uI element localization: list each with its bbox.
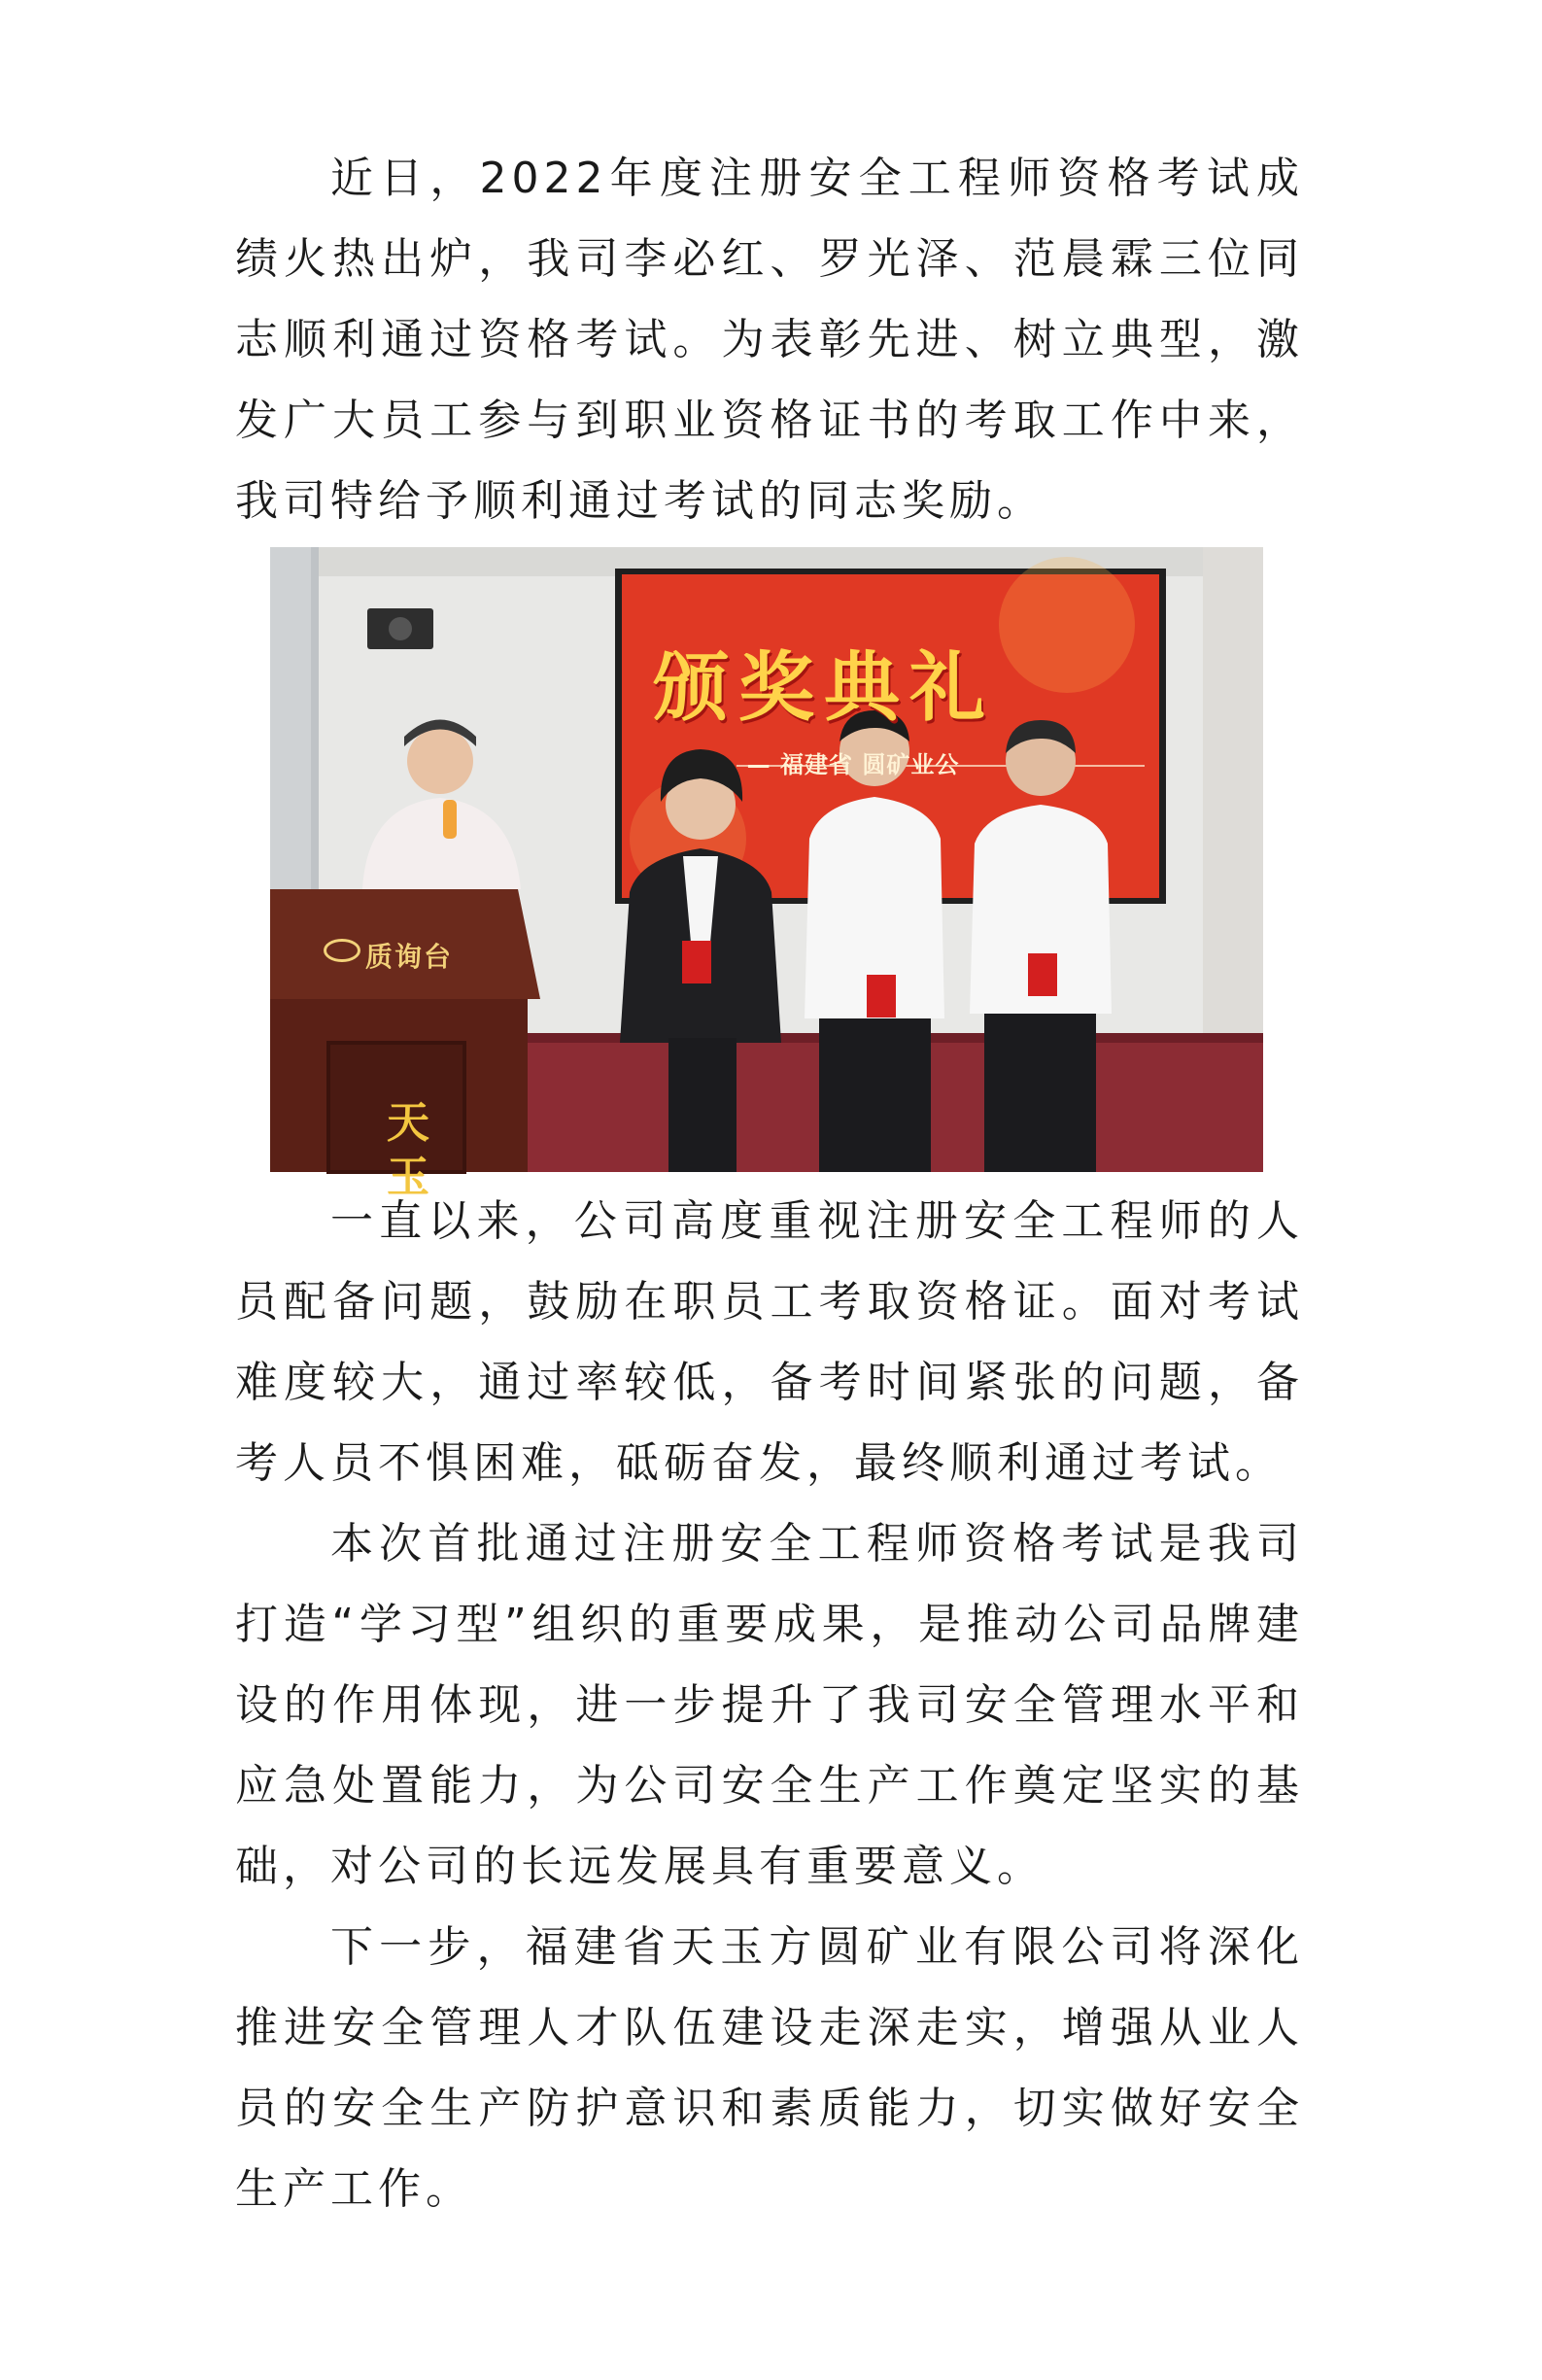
- paragraph-2: 一直以来，公司高度重视注册安全工程师的人员配备问题，鼓励在职员工考取资格证。面对考试难度较大，通过率较低，备考时间紧张的问题，备考人员不惧困难，砥砺奋发，最终顺利通过考试。: [235, 1196, 1304, 1488]
- podium-text: 天玉: [387, 1098, 429, 1202]
- article-bottom-text: [235, 1181, 1304, 2229]
- article-top-text: [235, 138, 1304, 541]
- banner-subtitle: — 福建省 圆矿业公: [746, 751, 960, 778]
- paragraph-4: 下一步，福建省天玉方圆矿业有限公司将深化推进安全管理人才队伍建设走深走实，增强从业人员的安全生产防护意识和素质能力，切实做好安全生产工作。: [235, 1922, 1304, 2214]
- paragraph-1: 近日，2022年度注册安全工程师资格考试成绩火热出炉，我司李必红、罗光泽、范晨霖三位同志顺利通过资格考试。为表彰先进、树立典型，激发广大员工参与到职业资格证书的考取工作中来，我司特给予顺利通过考试的同志奖励。: [235, 154, 1304, 526]
- company-logo-icon: [324, 939, 360, 962]
- banner-title: 颁奖典礼: [652, 643, 995, 732]
- award-ceremony-photo: [270, 547, 1263, 1202]
- podium-label: 质询台: [365, 941, 454, 973]
- paragraph-3: 本次首批通过注册安全工程师资格考试是我司打造“学习型”组织的重要成果，是推动公司品牌建设的作用体现，进一步提升了我司安全管理水平和应急处置能力，为公司安全生产工作奠定坚实的基础，对公司的长远发展具有重要意义。: [235, 1519, 1304, 1891]
